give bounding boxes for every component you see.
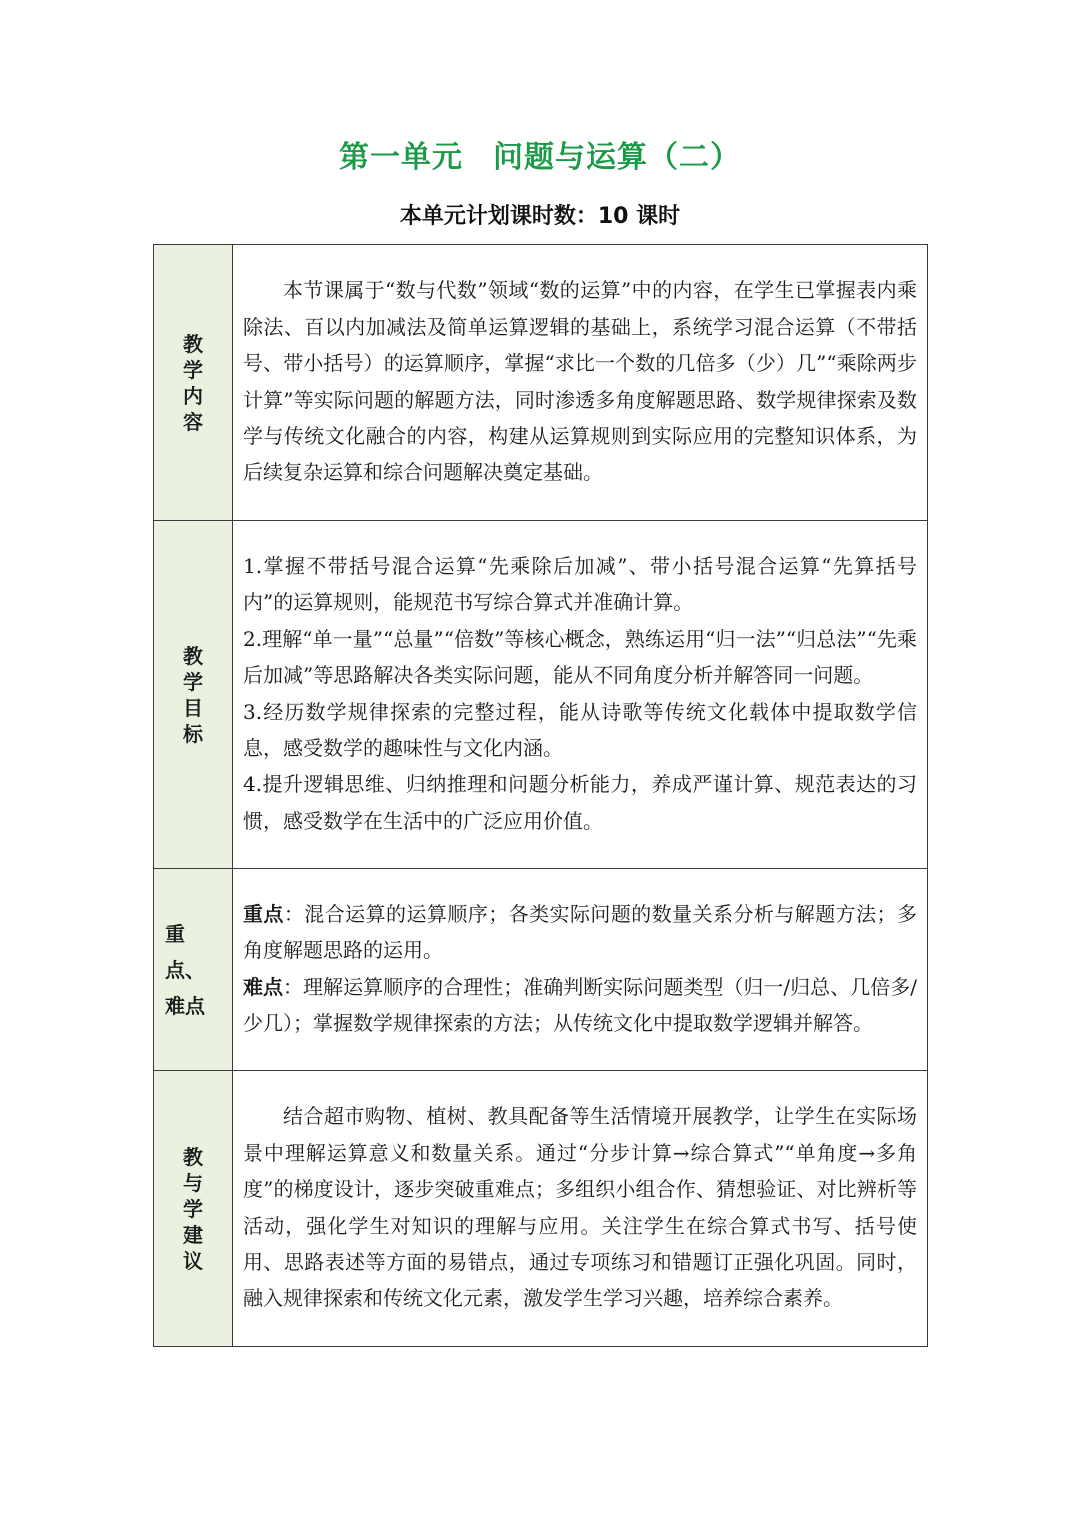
key-point-text: ：混合运算的运算顺序；各类实际问题的数量关系分析与解题方法；多角度解题思路的运用。 — [243, 901, 917, 963]
row-goals — [154, 521, 928, 869]
row-body-goals — [233, 521, 928, 869]
goal-item: 1.掌握不带括号混合运算“先乘除后加减”、带小括号混合运算“先算括号内”的运算规则，能规范书写综合算式并准确计算。 — [243, 553, 917, 615]
difficult-point-paragraph — [243, 969, 917, 1042]
row-label-keypoints: 重点、难点 — [154, 869, 233, 1071]
row-keypoints — [154, 869, 928, 1071]
unit-topic: 问题与运算（二） — [493, 140, 741, 175]
key-point-paragraph — [243, 896, 917, 969]
goal-item: 2.理解“单一量”“总量”“倍数”等核心概念，熟练运用“归一法”“归总法”“先乘后加减”等思路解决各类实际问题，能从不同角度分析并解答同一问题。 — [243, 626, 917, 688]
row-body-content — [233, 245, 928, 521]
row-advice — [154, 1071, 928, 1347]
goal-item: 3.经历数学规律探索的完整过程，能从诗歌等传统文化载体中提取数学信息，感受数学的趣味性与文化内涵。 — [243, 699, 917, 760]
plan-table — [153, 244, 928, 1347]
unit-number: 第一单元 — [339, 140, 463, 175]
difficult-point-text: ：理解运算顺序的合理性；准确判断实际问题类型（归一/归总、几倍多/少几）；掌握数学规律探索的方法；从传统文化中提取数学逻辑并解答。 — [243, 974, 917, 1035]
advice-paragraph: 结合超市购物、植树、教具配备等生活情境开展教学，让学生在实际场景中理解运算意义和数量关系。通过“分步计算→综合算式”“单角度→多角度”的梯度设计，逐步突破重难点；多组织小组合作、猜想验证、对比辨析等活动，强化学生对知识的理解与应用。关注学生在综合算式书写、括号使用、思路表述等方面的易错点，通过专项练习和错题订正强化巩固。同时，融入规律探索和传统文化元素，激发学生学习兴趣，培养综合素养。 — [243, 1104, 917, 1311]
row-label-goals: 教学目标 — [154, 521, 233, 869]
key-point-lead: 重点 — [243, 901, 284, 926]
row-label-content: 教学内容 — [154, 245, 233, 521]
row-body-keypoints — [233, 869, 928, 1071]
class-hours: 本单元计划课时数：10 课时 — [399, 204, 681, 229]
difficult-point-lead: 难点 — [243, 974, 284, 999]
row-label-advice: 教与学建议 — [154, 1071, 233, 1347]
content-paragraph: 本节课属于“数与代数”领域“数的运算”中的内容，在学生已掌握表内乘除法、百以内加减法及简单运算逻辑的基础上，系统学习混合运算（不带括号、带小括号）的运算顺序，掌握“求比一个数的几倍多（少）几”“乘除两步计算”等实际问题的解题方法，同时渗透多角度解题思路、数学规律探索及数学与传统文化融合的内容，构建从运算规则到实际应用的完整知识体系，为后续复杂运算和综合问题解决奠定基础。 — [243, 278, 917, 485]
row-body-advice — [233, 1071, 928, 1347]
goal-item: 4.提升逻辑思维、归纳推理和问题分析能力，养成严谨计算、规范表达的习惯，感受数学在生活中的广泛应用价值。 — [243, 772, 917, 833]
row-content — [154, 245, 928, 521]
unit-title — [0, 136, 1080, 180]
